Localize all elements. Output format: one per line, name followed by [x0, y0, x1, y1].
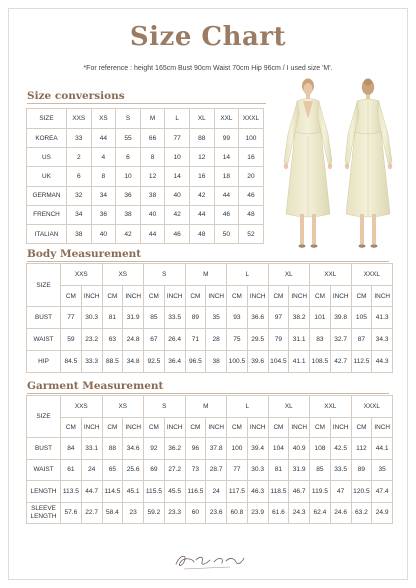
unit-header: CM: [268, 286, 289, 307]
table-cell: 46.7: [289, 481, 310, 503]
table-cell: 6: [116, 148, 141, 167]
table-cell: 62.4: [310, 502, 331, 524]
unit-header: CM: [185, 286, 206, 307]
unit-header: INCH: [289, 418, 310, 438]
size-header: S: [144, 396, 186, 418]
unit-header: CM: [144, 286, 165, 307]
table-cell: 31.9: [289, 459, 310, 481]
unit-header: INCH: [247, 418, 268, 438]
table-cell: 47: [330, 481, 351, 503]
table-cell: 40: [91, 224, 116, 243]
table-cell: 85: [310, 459, 331, 481]
unit-header-row: [27, 418, 393, 438]
table-row: [27, 186, 264, 205]
table-cell: 28.7: [206, 459, 227, 481]
table-cell: 85: [144, 307, 165, 329]
table-cell: 34: [91, 186, 116, 205]
size-header: L: [227, 396, 269, 418]
row-label: BUST: [27, 438, 61, 460]
row-label: GERMAN: [27, 186, 67, 205]
unit-header: CM: [227, 418, 248, 438]
size-header-row: [27, 264, 393, 286]
table-cell: 81: [268, 459, 289, 481]
table-cell: 46: [214, 205, 239, 224]
table-cell: 108: [310, 438, 331, 460]
table-cell: 29.5: [247, 329, 268, 351]
column-header: M: [140, 109, 165, 129]
column-header: XL: [189, 109, 214, 129]
size-header: XXS: [61, 396, 103, 418]
table-cell: 40: [165, 186, 190, 205]
table-cell: 4: [91, 148, 116, 167]
unit-header-row: [27, 286, 393, 307]
table-cell: 27.2: [164, 459, 185, 481]
table-cell: 61.6: [268, 502, 289, 524]
size-header: XXL: [310, 264, 352, 286]
unit-header: CM: [351, 418, 372, 438]
table-cell: 71: [185, 329, 206, 351]
table-cell: 113.5: [61, 481, 82, 503]
table-cell: 23: [123, 502, 144, 524]
table-cell: 60: [185, 502, 206, 524]
column-header: S: [116, 109, 141, 129]
table-cell: 81: [102, 307, 123, 329]
table-cell: 44.7: [81, 481, 102, 503]
table-cell: 116.5: [185, 481, 206, 503]
column-header: L: [165, 109, 190, 129]
table-cell: 34.3: [372, 329, 393, 351]
table-cell: 40: [140, 205, 165, 224]
unit-header: CM: [102, 418, 123, 438]
measurement-row: [27, 329, 393, 351]
unit-header: CM: [61, 418, 82, 438]
unit-header: INCH: [330, 286, 351, 307]
unit-header: INCH: [289, 286, 310, 307]
table-cell: 23.9: [247, 502, 268, 524]
table-cell: 93: [227, 307, 248, 329]
table-cell: 23.2: [81, 329, 102, 351]
table-cell: 12: [189, 148, 214, 167]
table-cell: 33.3: [81, 351, 102, 373]
table-cell: 2: [67, 148, 92, 167]
measurement-row: [27, 481, 393, 503]
table-cell: 34.8: [123, 351, 144, 373]
table-cell: 79: [268, 329, 289, 351]
model-back-view: [345, 79, 392, 248]
unit-header: INCH: [206, 286, 227, 307]
unit-header: INCH: [164, 418, 185, 438]
table-cell: 38: [67, 224, 92, 243]
unit-header: INCH: [372, 286, 393, 307]
table-cell: 24.6: [330, 502, 351, 524]
table-cell: 36.4: [164, 351, 185, 373]
size-header: XL: [268, 396, 310, 418]
table-cell: 57.6: [61, 502, 82, 524]
column-header: SIZE: [27, 109, 67, 129]
size-header: M: [185, 264, 227, 286]
row-label: US: [27, 148, 67, 167]
table-cell: 59: [61, 329, 82, 351]
unit-header: INCH: [123, 418, 144, 438]
table-cell: 48: [239, 205, 264, 224]
table-cell: 112: [351, 438, 372, 460]
table-cell: 42: [116, 224, 141, 243]
size-header: S: [144, 264, 186, 286]
size-conversions-table: [26, 108, 264, 244]
table-cell: 77: [227, 459, 248, 481]
table-cell: 114.5: [102, 481, 123, 503]
table-cell: 34: [67, 205, 92, 224]
table-cell: 16: [189, 167, 214, 186]
brand-logo: [170, 548, 246, 574]
table-cell: 119.5: [310, 481, 331, 503]
table-cell: 41.1: [289, 351, 310, 373]
table-cell: 34.6: [123, 438, 144, 460]
table-cell: 14: [165, 167, 190, 186]
measurement-row: [27, 459, 393, 481]
size-header: XXS: [61, 264, 103, 286]
table-cell: 97: [268, 307, 289, 329]
table-row: [27, 129, 264, 148]
table-cell: 84: [61, 438, 82, 460]
column-header: XXL: [214, 109, 239, 129]
table-cell: 28: [206, 329, 227, 351]
table-cell: 100: [239, 129, 264, 148]
table-cell: 104.5: [268, 351, 289, 373]
table-cell: 99: [214, 129, 239, 148]
table-cell: 14: [214, 148, 239, 167]
row-label: KOREA: [27, 129, 67, 148]
table-cell: 100.5: [227, 351, 248, 373]
table-cell: 92: [144, 438, 165, 460]
model-front-view: [284, 79, 332, 248]
table-cell: 37.8: [206, 438, 227, 460]
size-header: XS: [102, 396, 144, 418]
table-cell: 89: [185, 307, 206, 329]
table-cell: 36: [116, 186, 141, 205]
table-cell: 88: [189, 129, 214, 148]
table-cell: 55: [116, 129, 141, 148]
row-label: HIP: [27, 351, 61, 373]
table-cell: 25.6: [123, 459, 144, 481]
table-cell: 42: [189, 186, 214, 205]
table-cell: 36: [91, 205, 116, 224]
table-cell: 22.7: [81, 502, 102, 524]
table-cell: 117.5: [227, 481, 248, 503]
table-row: [27, 205, 264, 224]
table-cell: 44: [91, 129, 116, 148]
unit-header: INCH: [123, 286, 144, 307]
table-cell: 32.7: [330, 329, 351, 351]
row-label: UK: [27, 167, 67, 186]
table-cell: 84.5: [61, 351, 82, 373]
table-cell: 118.5: [268, 481, 289, 503]
table-cell: 83: [310, 329, 331, 351]
table-cell: 24: [206, 481, 227, 503]
row-label: SLEEVE LENGTH: [27, 502, 61, 524]
unit-header: INCH: [206, 418, 227, 438]
table-cell: 23.3: [164, 502, 185, 524]
table-cell: 38: [116, 205, 141, 224]
size-conversions-title: Size conversions: [27, 90, 125, 102]
unit-header: CM: [268, 418, 289, 438]
table-cell: 44: [189, 205, 214, 224]
table-row: [27, 148, 264, 167]
table-cell: 8: [91, 167, 116, 186]
table-cell: 66: [140, 129, 165, 148]
unit-header: INCH: [81, 286, 102, 307]
row-label: BUST: [27, 307, 61, 329]
table-cell: 20: [239, 167, 264, 186]
table-cell: 39.6: [247, 351, 268, 373]
table-cell: 24: [81, 459, 102, 481]
table-cell: 112.5: [351, 351, 372, 373]
table-cell: 44: [140, 224, 165, 243]
table-cell: 44.1: [372, 438, 393, 460]
size-header: XS: [102, 264, 144, 286]
table-cell: 31.9: [123, 307, 144, 329]
table-cell: 60.8: [227, 502, 248, 524]
body-measurement-rule: [27, 261, 389, 262]
table-cell: 77: [165, 129, 190, 148]
table-cell: 31.1: [289, 329, 310, 351]
table-cell: 26.4: [164, 329, 185, 351]
unit-header: CM: [227, 286, 248, 307]
table-cell: 30.3: [247, 459, 268, 481]
table-cell: 42: [165, 205, 190, 224]
table-cell: 104: [268, 438, 289, 460]
table-cell: 108.5: [310, 351, 331, 373]
table-cell: 88.5: [102, 351, 123, 373]
table-cell: 35: [206, 307, 227, 329]
table-cell: 39.8: [330, 307, 351, 329]
measurement-row: [27, 307, 393, 329]
table-cell: 115.5: [144, 481, 165, 503]
garment-measurement-table: [26, 395, 393, 524]
measurement-row: [27, 351, 393, 373]
row-label: WAIST: [27, 459, 61, 481]
table-cell: 63: [102, 329, 123, 351]
table-cell: 44: [214, 186, 239, 205]
table-cell: 23.6: [206, 502, 227, 524]
table-cell: 61: [61, 459, 82, 481]
table-cell: 67: [144, 329, 165, 351]
unit-header: CM: [185, 418, 206, 438]
unit-header: INCH: [247, 286, 268, 307]
size-header: XXXL: [351, 396, 393, 418]
reference-note: *For reference : height 165cm Bust 90cm Waist 70cm Hip 96cm / I used size 'M'.: [83, 65, 333, 72]
unit-header: INCH: [330, 418, 351, 438]
table-cell: 36.6: [247, 307, 268, 329]
table-cell: 101: [310, 307, 331, 329]
table-cell: 87: [351, 329, 372, 351]
unit-header: CM: [351, 286, 372, 307]
table-cell: 100: [227, 438, 248, 460]
unit-header: CM: [144, 418, 165, 438]
unit-header: INCH: [164, 286, 185, 307]
garment-measurement-title: Garment Measurement: [27, 380, 164, 392]
table-cell: 88: [102, 438, 123, 460]
table-cell: 47.4: [372, 481, 393, 503]
table-cell: 63.2: [351, 502, 372, 524]
table-cell: 35: [372, 459, 393, 481]
row-label: ITALIAN: [27, 224, 67, 243]
table-cell: 45.5: [164, 481, 185, 503]
table-cell: 89: [351, 459, 372, 481]
page-title: Size Chart: [129, 22, 287, 52]
table-cell: 33: [67, 129, 92, 148]
table-row: [27, 224, 264, 243]
table-cell: 16: [239, 148, 264, 167]
table-cell: 46.3: [247, 481, 268, 503]
size-header-row: [27, 396, 393, 418]
table-cell: 10: [165, 148, 190, 167]
unit-header: CM: [61, 286, 82, 307]
column-header: XS: [91, 109, 116, 129]
row-label: FRENCH: [27, 205, 67, 224]
table-cell: 10: [116, 167, 141, 186]
table-cell: 52: [239, 224, 264, 243]
table-cell: 42.7: [330, 351, 351, 373]
table-cell: 36.2: [164, 438, 185, 460]
measurement-row: [27, 502, 393, 524]
table-cell: 46: [239, 186, 264, 205]
table-cell: 120.5: [351, 481, 372, 503]
table-cell: 50: [214, 224, 239, 243]
row-label: LENGTH: [27, 481, 61, 503]
unit-header: INCH: [372, 418, 393, 438]
table-cell: 40.9: [289, 438, 310, 460]
size-conversions-rule: [27, 103, 266, 104]
table-cell: 44.3: [372, 351, 393, 373]
table-cell: 69: [144, 459, 165, 481]
table-cell: 45.1: [123, 481, 144, 503]
table-cell: 42.5: [330, 438, 351, 460]
unit-header: CM: [102, 286, 123, 307]
body-measurement-title: Body Measurement: [27, 248, 142, 260]
size-label: SIZE: [27, 264, 61, 307]
size-header: M: [185, 396, 227, 418]
table-cell: 38.2: [289, 307, 310, 329]
table-cell: 65: [102, 459, 123, 481]
size-header: XL: [268, 264, 310, 286]
table-cell: 41.3: [372, 307, 393, 329]
table-cell: 96: [185, 438, 206, 460]
table-cell: 32: [67, 186, 92, 205]
table-cell: 39.4: [247, 438, 268, 460]
table-cell: 33.5: [330, 459, 351, 481]
column-header: XXXL: [239, 109, 264, 129]
table-cell: 33.1: [81, 438, 102, 460]
table-cell: 38: [206, 351, 227, 373]
table-cell: 33.5: [164, 307, 185, 329]
size-header: XXXL: [351, 264, 393, 286]
model-images: [270, 74, 406, 256]
table-cell: 24.9: [372, 502, 393, 524]
table-cell: 96.5: [185, 351, 206, 373]
size-header: L: [227, 264, 269, 286]
table-cell: 12: [140, 167, 165, 186]
table-cell: 77: [61, 307, 82, 329]
size-header: XXL: [310, 396, 352, 418]
table-cell: 24.8: [123, 329, 144, 351]
table-row: [27, 167, 264, 186]
row-label: WAIST: [27, 329, 61, 351]
table-cell: 48: [189, 224, 214, 243]
garment-measurement-rule: [27, 393, 389, 394]
table-cell: 38: [140, 186, 165, 205]
table-cell: 8: [140, 148, 165, 167]
table-header-row: [27, 109, 264, 129]
table-cell: 18: [214, 167, 239, 186]
table-cell: 105: [351, 307, 372, 329]
unit-header: CM: [310, 418, 331, 438]
table-cell: 46: [165, 224, 190, 243]
unit-header: INCH: [81, 418, 102, 438]
table-cell: 58.4: [102, 502, 123, 524]
body-measurement-table: [26, 263, 393, 373]
column-header: XXS: [67, 109, 92, 129]
table-cell: 6: [67, 167, 92, 186]
table-cell: 30.3: [81, 307, 102, 329]
table-cell: 92.5: [144, 351, 165, 373]
table-cell: 75: [227, 329, 248, 351]
table-cell: 24.3: [289, 502, 310, 524]
size-label: SIZE: [27, 396, 61, 438]
table-cell: 73: [185, 459, 206, 481]
unit-header: CM: [310, 286, 331, 307]
measurement-row: [27, 438, 393, 460]
table-cell: 59.2: [144, 502, 165, 524]
